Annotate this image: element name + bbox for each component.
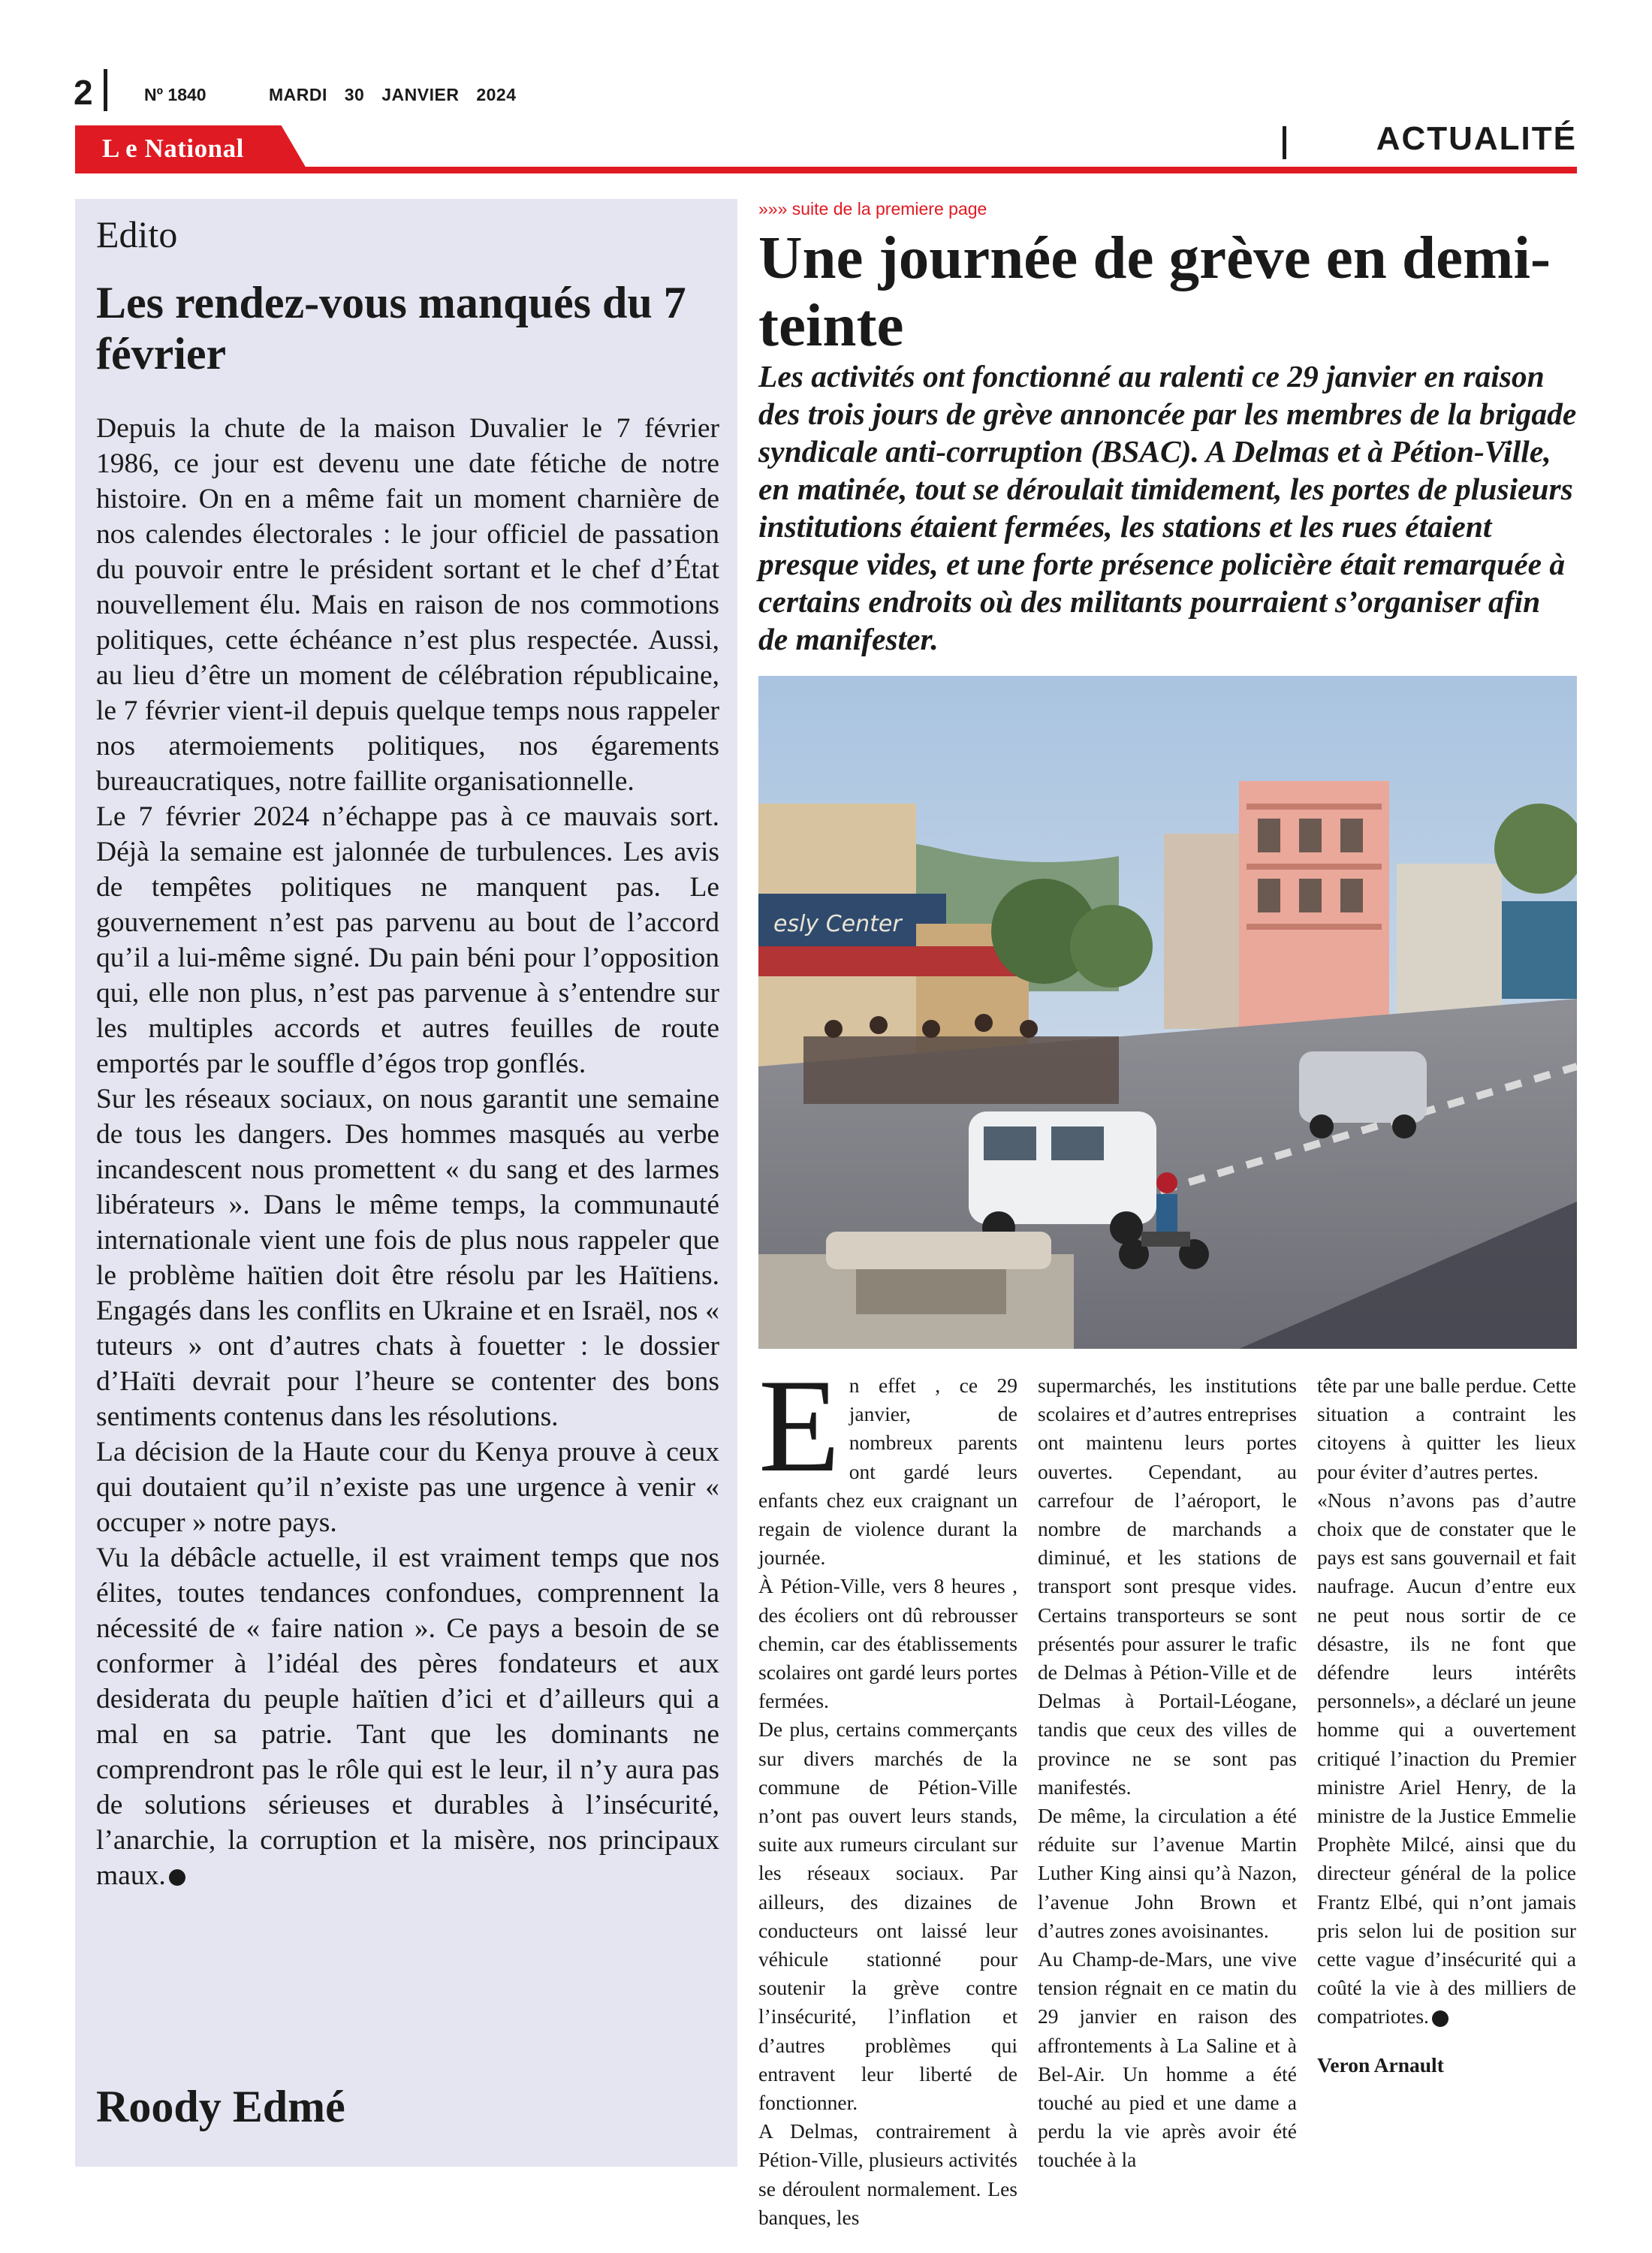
page-number-divider [104,69,107,111]
article-photo [758,676,1577,1349]
article-byline: Veron Arnault [1317,2052,1444,2077]
article-paragraph: tête par une balle perdue. Cette situation a contraint les citoyens à quitter les lieux pour éviter d’autres pertes. [1317,1374,1576,1483]
article-body [758,1351,1577,2232]
edito-paragraph [96,1540,719,1893]
article-paragraph: À Pétion-Ville, vers 8 heures , des écoliers ont dû rebrousser chemin, car des établissements scolaires ont gardé leurs portes fermées. [758,1574,1017,1713]
edito-paragraph: Depuis la chute de la maison Duvalier le 7 février 1986, ce jour est devenu une date fétiche de notre histoire. On en a même fait un moment charnière de nos calendes électorales : le jour officiel de passation du pouvoir entre le président sortant et le chef d’État nouvellement élu. Mais en raison de nos commotions politiques, cette échéance n’est plus respectée. Aussi, au lieu d’être un moment de célébration républicaine, le 7 février vient-il depuis quelque temps nous rappeler nos atermoiements politiques, nos égarements bureaucratiques, notre faillite organisationnelle. [96,413,719,797]
storefront-sign: esly Center [773,911,902,937]
article-paragraph-text: n effet , ce 29 janvier, de nombreux parents ont gardé leurs enfants chez eux craignant un regain de violence durant la journée. [758,1374,1017,1570]
article-lead: Les activités ont fonctionné au ralenti ce 29 janvier en raison des trois jours de grève annoncée par les membres de la brigade syndicale anti-corruption (BSAC). A Delmas et à Pétion-Ville, en matinée, tout se déroulait timidement, les portes de plusieurs institutions étaient fermées, les stations et les rues étaient presque vides, et une forte présence policière était remarquée à certains endroits où des militants pourraient s’organiser afin de manifester. [758,359,1577,656]
brand-name: L e National [102,134,244,163]
article-paragraph-text: «Nous n’avons pas d’autre choix que de constater que le pays est sans gouvernail et fait naufrage. Aucun d’entre eux ne peut nous sortir de ce désastre, ils ne font que défendre leurs intérêts personnels», a déclaré un jeune homme qui a ouvertement critiqué l’inaction du Premier ministre Ariel Henry, de la ministre de la Justice Emmelie Prophète Milcé, ainsi que du directeur général de la police Frantz Elbé, qui n’ont jamais pris selon lui de position sur cette vague d’insécurité qui a coûté la vie à des milliers de compatriotes. [1317,1488,1576,2028]
edito-paragraph: La décision de la Haute cour du Kenya prouve à ceux qui doutaient qu’il n’existe pas une urgence à venir « occuper » notre pays. [96,1437,719,1538]
article-paragraph: De plus, certains commerçants sur divers marchés de la commune de Pétion-Ville n’ont pas ouvert leurs stands, suite aux rumeurs circulant sur les réseaux sociaux. Par ailleurs, des dizaines de conducteurs ont laissé leur véhicule stationné pour soutenir la grève contre l’insécurité, l’inflation et d’autres problèmes qui entravent leur liberté de fonctionner. [758,1718,1017,2115]
edito-panel [75,199,737,2167]
article-column-1 [758,1351,1017,2232]
article-column-3 [1317,1371,1576,2232]
section-name: ACTUALITÉ [1376,120,1577,157]
issue-date: MARDI 30 JANVIER 2024 [269,85,517,104]
edito-paragraph: Sur les réseaux sociaux, on nous garantit une semaine de tous les dangers. Des hommes masqués au verbe incandescent nous promettent « du sang et des larmes libérateurs ». Dans le même temps, la communauté internationale vient une fois de plus nous rappeler que le problème haïtien doit être résolu par les Haïtiens. Engagés dans les conflits en Ukraine et en Israël, nos « tuteurs » ont d’autres chats à fouetter : le dossier d’Haïti devrait pour l’heure se contenter des bons sentiments contenus dans les résolutions. [96,1084,719,1432]
drop-cap: E [758,1351,840,1500]
article-paragraph: Au Champ-de-Mars, une vive tension régnait en ce matin du 29 janvier en raison des affrontements à La Saline et à Bel-Air. Un homme a été touché au pied et une dame a perdu la vie après avoir été touchée à la [1038,1947,1297,2172]
street-scene-illustration [758,676,1577,1349]
edito-title: Les rendez-vous manqués du 7 février [96,278,686,379]
article-paragraph: De même, la circulation a été réduite sur l’avenue Martin Luther King ainsi qu’à Nazon, l’avenue John Brown et d’autres zones avoisinantes. [1038,1804,1297,1942]
article-paragraph: supermarchés, les institutions scolaires et d’autres entreprises ont maintenu leurs portes ouvertes. Cependant, au carrefour de l’aéroport, le nombre de marchands a diminué, et les stations de transport sont presque vides. Certains transporteurs se sont présentés pour assurer le trafic de Delmas à Pétion-Ville et de Delmas à Portail-Léogane, tandis que ceux des villes de province ne se sont pas manifestés. [1038,1374,1297,1799]
end-mark-icon [169,1869,185,1886]
edito-author: Roody Edmé [96,2082,345,2131]
section-divider [1283,126,1286,159]
page-number: 2 [74,73,93,112]
edito-body [96,411,719,1893]
continuation-note: »»» suite de la premiere page [758,199,987,219]
article-headline: Une journée de grève en demi-teinte [758,224,1551,359]
edito-label: Edito [96,213,178,255]
issue-number: Nº 1840 [144,85,206,104]
article-paragraph [1317,1486,1576,2031]
edito-paragraph: Le 7 février 2024 n’échappe pas à ce mauvais sort. Déjà la semaine est jalonnée de turbulences. Les avis de tempêtes politiques ne manquent pas. Le gouvernement n’est pas parvenu au bout de l’accord qu’il a lui-même signé. Du pain béni pour l’opposition qui, elle non plus, n’est pas parvenue à s’entendre sur les multiples accords et autres feuilles de route emportés par le souffle d’égos trop gonflés. [96,801,719,1079]
article-paragraph: A Delmas, contrairement à Pétion-Ville, plusieurs activités se déroulent normalement. Les banques, les [758,2119,1017,2229]
end-mark-icon [1432,2010,1449,2027]
edito-paragraph-text: Vu la débâcle actuelle, il est vraiment temps que nos élites, toutes tendances confondues, comprennent la nécessité de « faire nation ». Ce pays a besoin de se conformer à l’idéal des pères fondateurs et aux desiderata du peuple haïtien d’ici et d’ailleurs qui a mal en sa patrie. Tant que les dominants ne comprendront pas le rôle qui est le leur, il n’y aura pas de solutions sérieuses et durables à l’insécurité, l’anarchie, la corruption et la misère, nos principaux maux. [96,1543,719,1891]
article-column-2 [1038,1371,1297,2232]
article-paragraph [758,1351,1017,1572]
